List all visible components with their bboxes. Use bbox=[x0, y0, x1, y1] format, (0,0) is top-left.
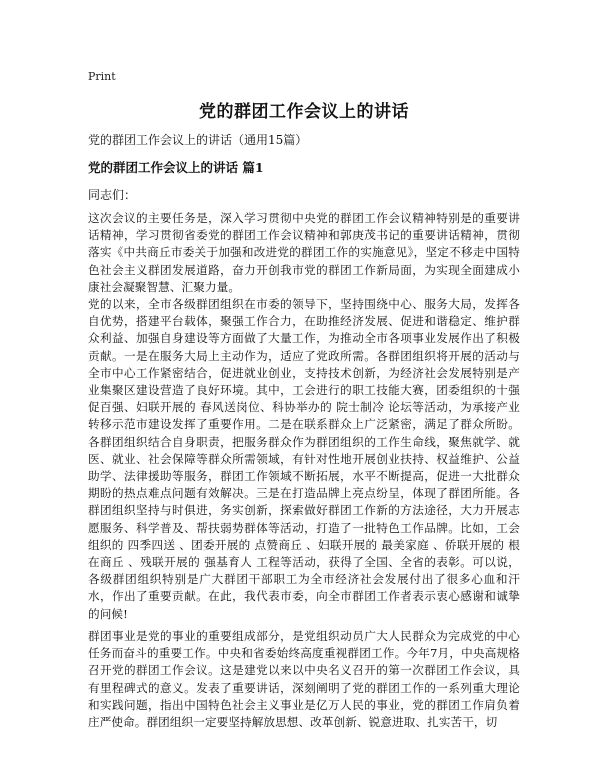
print-link[interactable]: Print bbox=[88, 70, 116, 83]
greeting-line: 同志们： bbox=[88, 188, 137, 202]
document-subtitle: 党的群团工作会议上的讲话（通用15篇） bbox=[88, 133, 308, 147]
body-paragraph: 这次会议的主要任务是，深入学习贯彻中央党的群团工作会议精神特别是的重要讲话精神，学习贯彻省委党的群团工作会议精神和郭庚茂书记的重要讲话精神，贯彻落实《中共商丘市委关于加强和改进党的群团工作的实施意见》，坚定不移走中国特色社会主义群团发展道路，奋力开创我市党的群团工作新局面，为实现全面建成小康社会凝聚智慧、汇聚力量。 bbox=[88, 211, 520, 294]
page-title: 党的群团工作会议上的讲话 bbox=[199, 102, 409, 122]
body-paragraph: 群团事业是党的事业的重要组成部分，是党组织动员广大人民群众为完成党的中心任务而奋斗的重要工作。中央和省委始终高度重视群团工作。今年7月，中央高规格召开党的群团工作会议。这是建党以来以中央名义召开的第一次群团工作会议，具有里程碑式的意义。发表了重要讲话，深刻阐明了党的群团工作的一系列重大理论和实践问题，指出中国特色社会主义事业是亿万人民的事业，党的群团工作肩负着庄严使命。群团组织一定要坚持解放思想、改革创新、锐意进取、扎实苦干，切 bbox=[88, 629, 520, 730]
body-paragraph: 党的以来，全市各级群团组织在市委的领导下，坚持围绕中心、服务大局，发挥各自优势，搭建平台载体，聚强工作合力，在助推经济发展、促进和谐稳定、维护群众利益、加强自身建设等方面做了大量工作，为推动全市各项事业发展作出了积极贡献。一是在服务大局上主动作为，适应了党政所需。各群团组织将开展的活动与全市中心工作紧密结合，促进就业创业，支持技术创新，为经济社会发展特别是产业集聚区建设营造了良好环境。其中，工会进行的职工技能大赛，团委组织的十强促百强、妇联开展的 春风送岗位、科协举办的 院士制冷 论坛等活动，为承接产业转移示范市建设发挥了重要作用。二是在联系群众上广泛紧密，满足了群众所盼。各群团组织结合自身职责，把服务群众作为群团组织的工作生命线，聚焦就学、就医、就业、社会保障等群众所需领域，有针对性地开展创业扶持、权益维护、公益助学、法律援助等服务，群团工作领域不断拓展，水平不断提高，促进一大批群众期盼的热点难点问题有效解决。三是在打造品牌上亮点纷呈，体现了群团所能。各群团组织坚持与时俱进，务实创新，探索做好群团工作新的方法途径，大力开展志愿服务、科学普及、帮扶弱势群体等活动，打造了一批特色工作品牌。比如，工会组织的 四季四送 、团委开展的 点赞商丘 、妇联开展的 最美家庭 、侨联开展的 根在商丘 、残联开展的 强基育人 工程等活动，获得了全国、全省的表彰。可以说，各级群团组织特别是广大群团干部职工为全市经济社会发展付出了很多心血和汗水，作出了重要贡献。在此，我代表市委，向全市群团工作者表示衷心感谢和诚挚的问候! bbox=[88, 297, 520, 621]
section-heading: 党的群团工作会议上的讲话 篇1 bbox=[88, 160, 264, 175]
